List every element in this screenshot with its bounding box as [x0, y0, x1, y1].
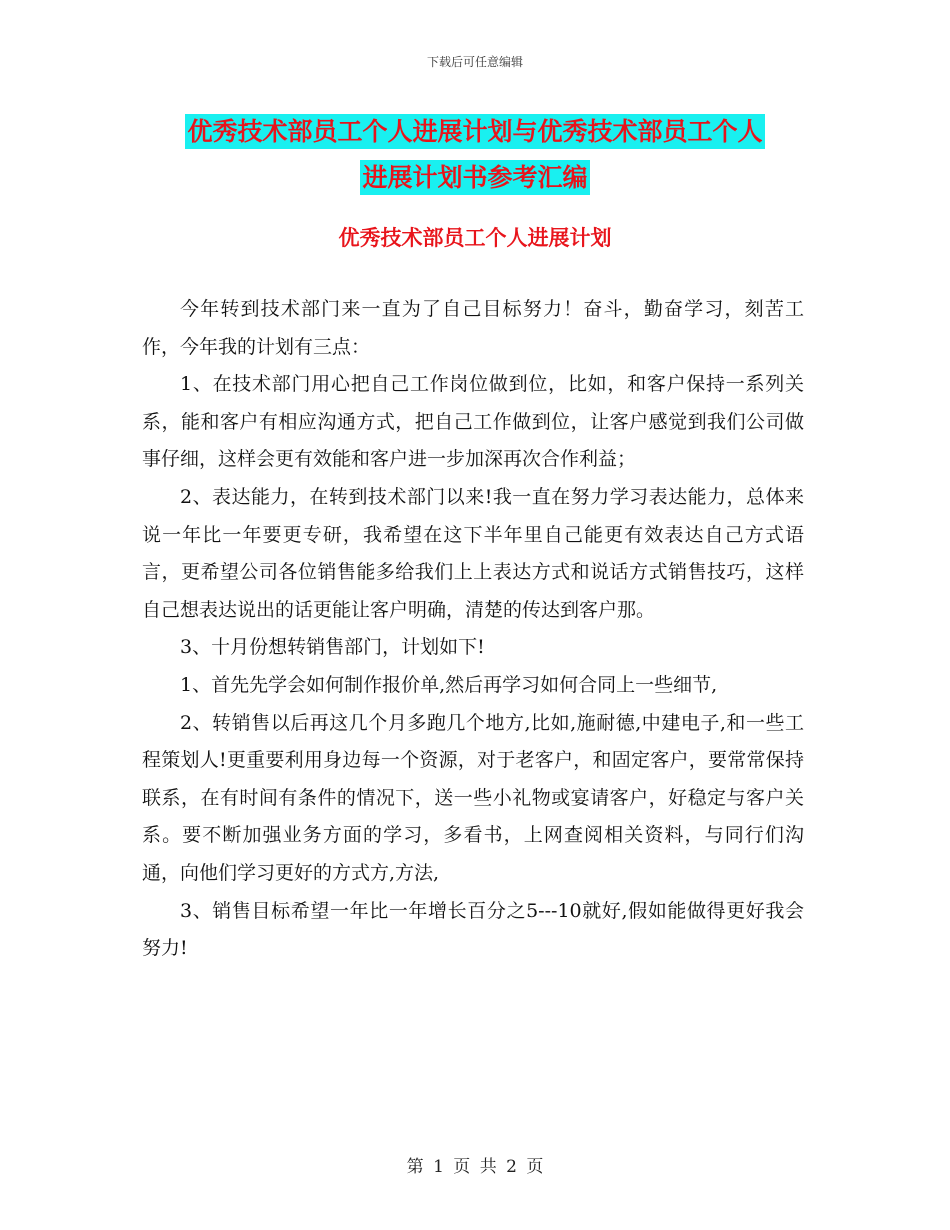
paragraph-point-3: 3、十月份想转销售部门，计划如下!	[180, 636, 485, 659]
document-title	[0, 109, 950, 201]
header-note: 下载后可任意编辑	[426, 55, 523, 69]
paragraph-subpoint-2: 2、转销售以后再这几个月多跑几个地方,比如,施耐德,中建电子,和一些工程策划人!更重要利用身边每一个资源，对于老客户，和固定客户，要常常保持联系，在有时间有条件的情况下，送一些小礼物或宴请客户，好稳定与客户关系。要不断加强业务方面的学习，多看书，上网查阅相关资料，与同行们沟通，向他们学习更好的方式方,方法,	[142, 711, 804, 884]
document-title-line-2	[0, 155, 950, 201]
document-body	[142, 291, 804, 968]
paragraph-subpoint-3: 3、销售目标希望一年比一年增长百分之5---10就好,假如能做得更好我会努力!	[142, 899, 804, 960]
paragraph-subpoint-1: 1、首先先学会如何制作报价单,然后再学习如何合同上一些细节,	[180, 673, 718, 696]
document-title-line-1	[0, 109, 950, 155]
document-title-line-2-text: 进展计划书参考汇编	[360, 160, 589, 195]
document-title-line-1-text: 优秀技术部员工个人进展计划与优秀技术部员工个人	[185, 114, 764, 149]
paragraph-point-2: 2、表达能力，在转到技术部门以来!我一直在努力学习表达能力，总体来说一年比一年要更专研，我希望在这下半年里自己能更有效表达自己方式语言，更希望公司各位销售能多给我们上上表达方式和说话方式销售技巧，这样自己想表达说出的话更能让客户明确，清楚的传达到客户那。	[142, 485, 804, 621]
paragraph-point-1: 1、在技术部门用心把自己工作岗位做到位，比如，和客户保持一系列关系，能和客户有相应沟通方式，把自己工作做到位，让客户感觉到我们公司做事仔细，这样会更有效能和客户进一步加深再次合作利益；	[142, 373, 804, 471]
section-title: 优秀技术部员工个人进展计划	[338, 226, 612, 250]
paragraph-intro: 今年转到技术部门来一直为了自己目标努力！奋斗，勤奋学习，刻苦工作，今年我的计划有三点：	[142, 298, 804, 358]
page-indicator: 第 1 页 共 2 页	[406, 1157, 544, 1177]
